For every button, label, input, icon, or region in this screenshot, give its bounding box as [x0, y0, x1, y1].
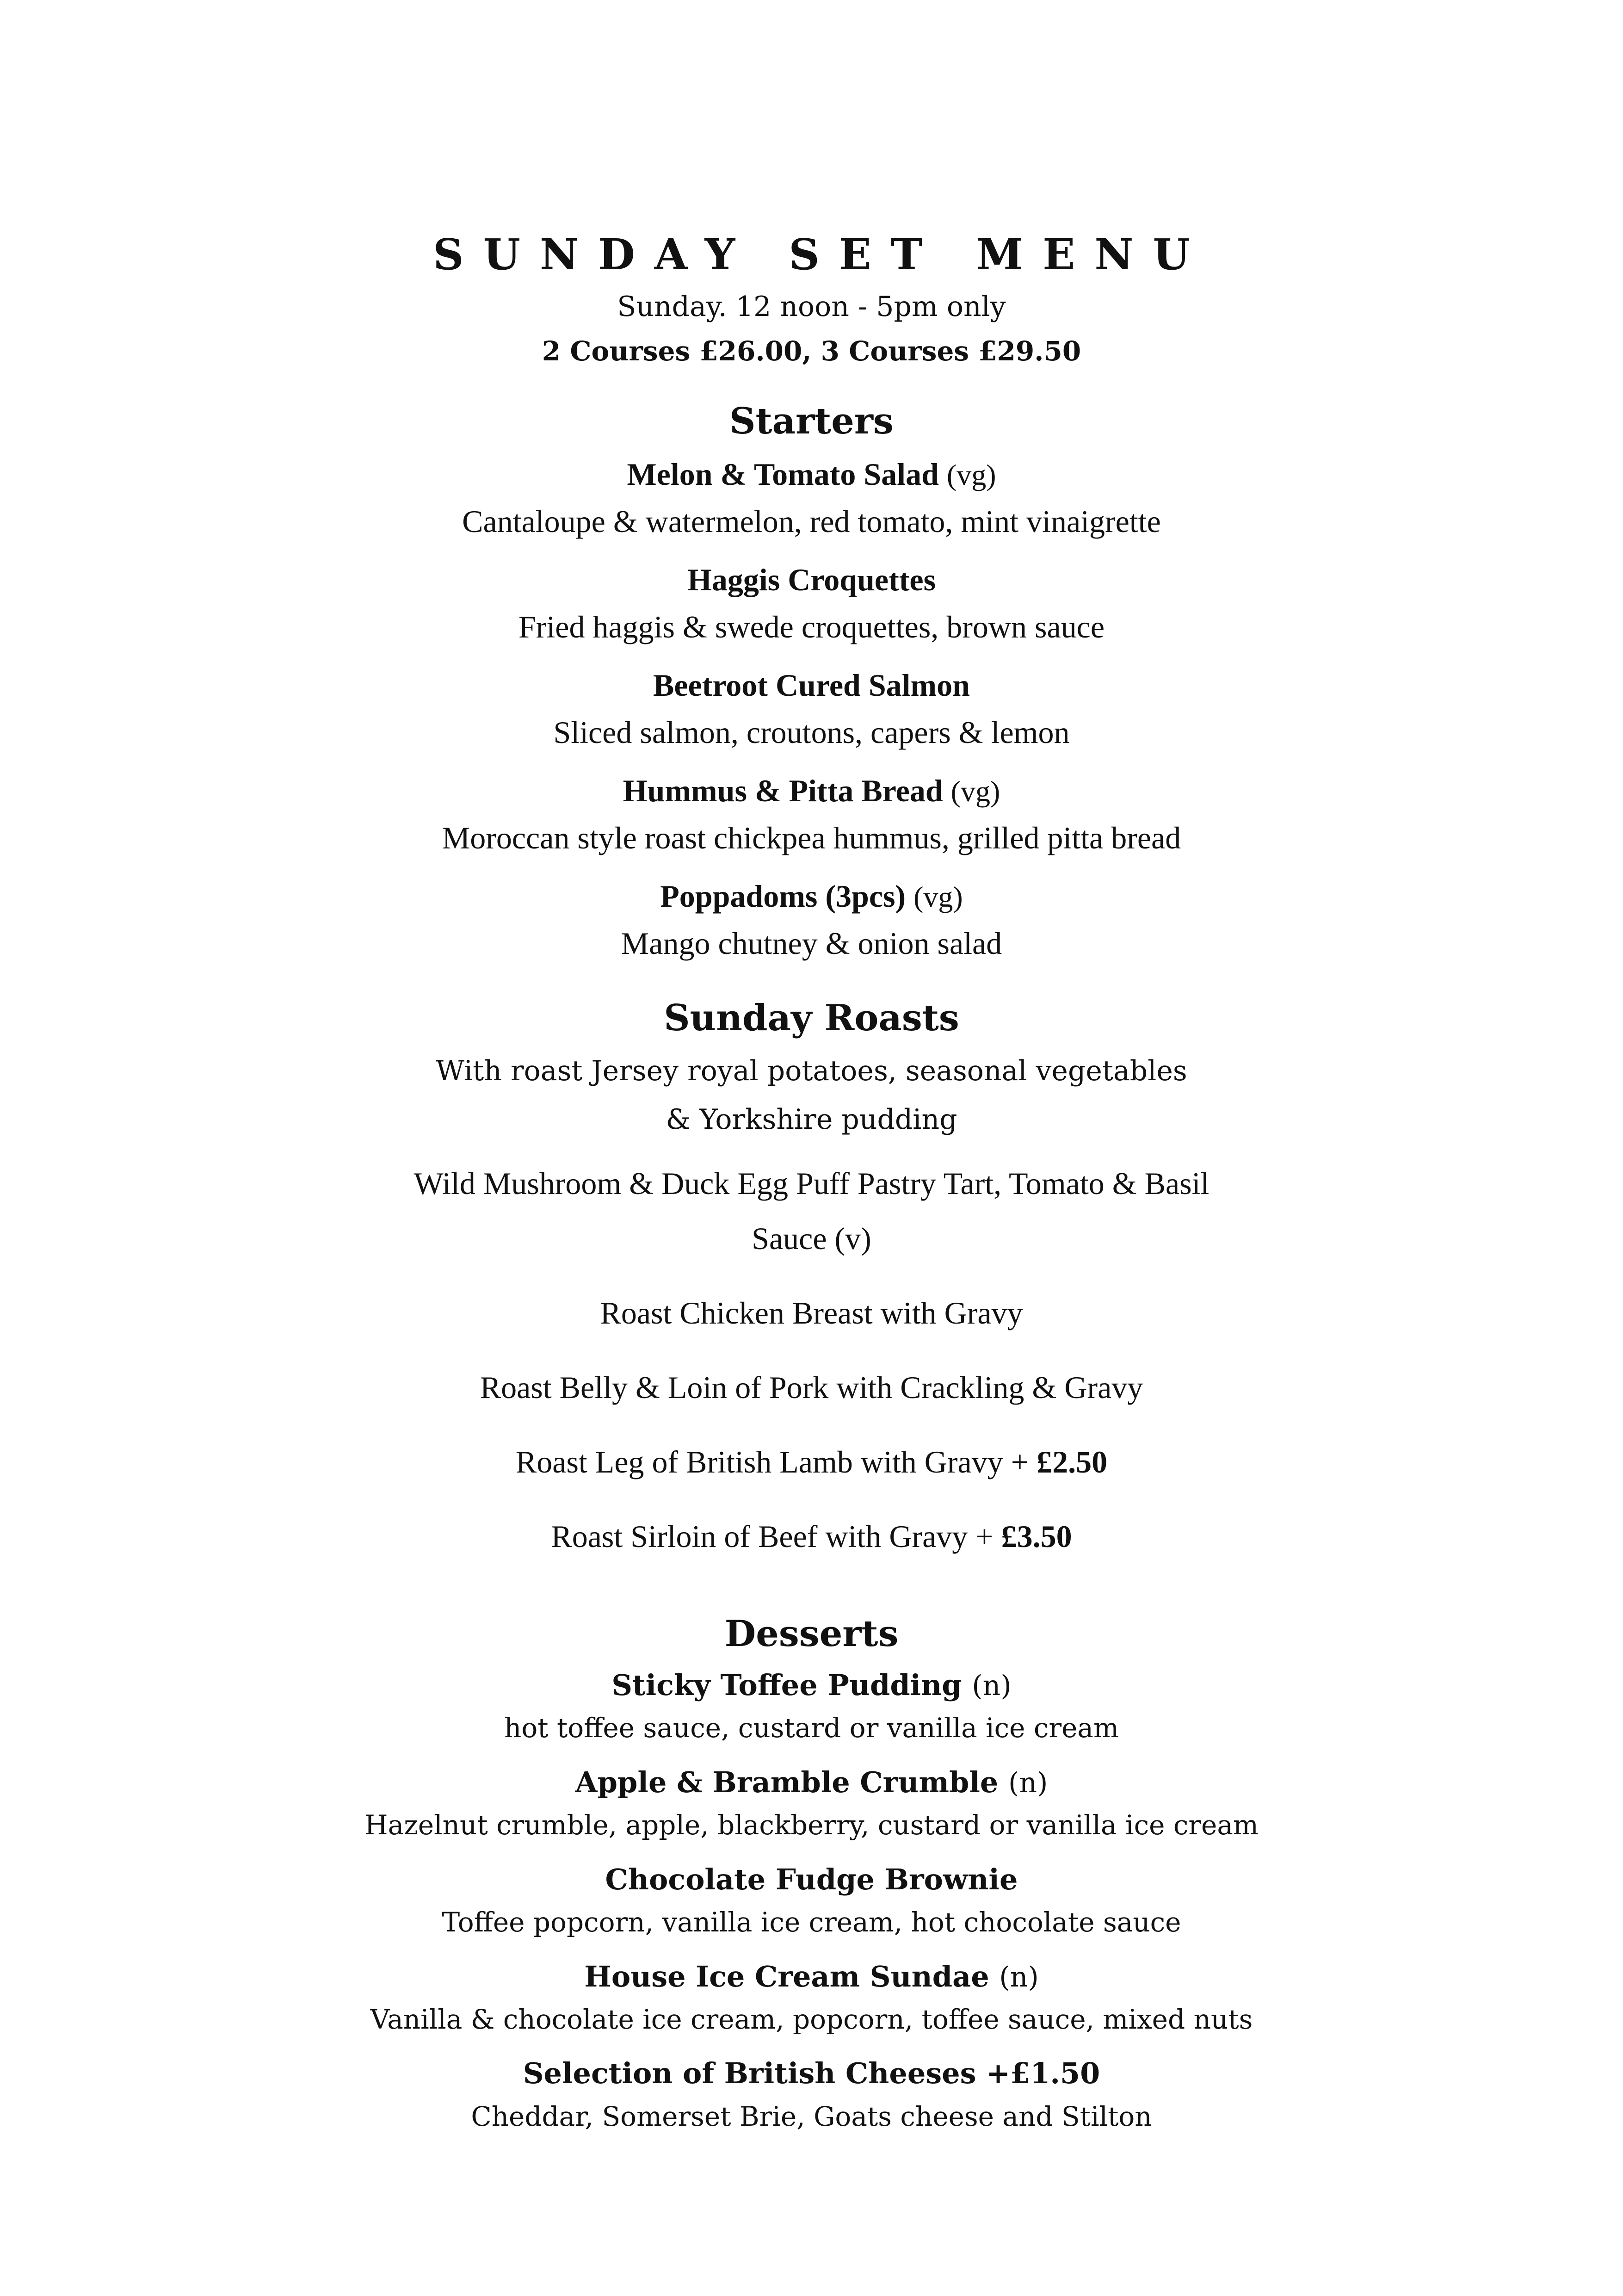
menu-title: SUNDAY SET MENU — [433, 229, 1210, 279]
starter-name: Melon & Tomato Salad (vg) — [627, 456, 996, 492]
roasts-intro-line: With roast Jersey royal potatoes, seasonal vegetables — [436, 1055, 1187, 1088]
dessert-name: Sticky Toffee Pudding (n) — [611, 1668, 1012, 1702]
roast-item: Wild Mushroom & Duck Egg Puff Pastry Tart, Tomato & Basil Sauce (v) — [413, 1166, 1210, 1256]
roast-item: Roast Belly & Loin of Pork with Crackling & Gravy — [480, 1370, 1143, 1405]
starter-name: Poppadoms (3pcs) (vg) — [660, 878, 963, 914]
starter-description: Moroccan style roast chickpea hummus, grilled pitta bread — [442, 820, 1181, 855]
desserts-heading: Desserts — [724, 1613, 899, 1655]
starter-description: Mango chutney & onion salad — [621, 925, 1002, 961]
dessert-name: Apple & Bramble Crumble (n) — [575, 1765, 1048, 1799]
menu-prices: 2 Courses £26.00, 3 Courses £29.50 — [542, 335, 1081, 367]
supplement-price: £3.50 — [1001, 1519, 1072, 1554]
diet-label: (vg) — [950, 774, 1000, 808]
starter-name: Hummus & Pitta Bread (vg) — [623, 773, 1000, 808]
diet-label: (n) — [999, 1961, 1039, 1993]
diet-label: (n) — [1008, 1766, 1048, 1799]
starter-name: Beetroot Cured Salmon — [653, 667, 970, 703]
supplement-price: £2.50 — [1037, 1444, 1108, 1480]
diet-label: (n) — [972, 1669, 1012, 1702]
starter-name: Haggis Croquettes — [687, 562, 936, 597]
roasts-heading: Sunday Roasts — [664, 996, 959, 1039]
desserts-list — [0, 1663, 1623, 2138]
dessert-description: Cheddar, Somerset Brie, Goats cheese and Stilton — [471, 2100, 1152, 2132]
starter-item — [0, 662, 1623, 756]
starter-description: Fried haggis & swede croquettes, brown sauce — [518, 609, 1105, 644]
starter-item — [0, 451, 1623, 545]
dessert-item — [0, 2051, 1623, 2137]
dessert-item — [0, 1955, 1623, 2041]
dessert-name: Selection of British Cheeses +£1.50 — [523, 2056, 1100, 2091]
roasts-intro-line: & Yorkshire pudding — [666, 1103, 957, 1136]
dessert-description: Hazelnut crumble, apple, blackberry, custard or vanilla ice cream — [364, 1809, 1259, 1841]
starter-description: Sliced salmon, croutons, capers & lemon — [553, 714, 1070, 750]
starter-item — [0, 767, 1623, 861]
starter-item — [0, 873, 1623, 967]
dessert-item — [0, 1663, 1623, 1749]
dessert-description: Toffee popcorn, vanilla ice cream, hot chocolate sauce — [442, 1906, 1181, 1938]
dessert-name: Chocolate Fudge Brownie — [605, 1862, 1018, 1896]
roasts-list — [0, 1156, 1623, 1564]
diet-label: (vg) — [913, 880, 963, 913]
diet-label: (vg) — [946, 458, 996, 491]
dessert-item — [0, 1760, 1623, 1846]
roasts-intro — [0, 1047, 1623, 1144]
dessert-name: House Ice Cream Sundae (n) — [584, 1959, 1039, 1993]
roast-item: Roast Leg of British Lamb with Gravy + £2.50 — [515, 1444, 1108, 1480]
starter-item — [0, 556, 1623, 650]
menu-hours: Sunday. 12 noon - 5pm only — [617, 291, 1006, 323]
roast-item: Roast Chicken Breast with Gravy — [600, 1295, 1023, 1331]
dessert-description: hot toffee sauce, custard or vanilla ice cream — [504, 1712, 1119, 1744]
menu-document — [0, 231, 1623, 2148]
starter-description: Cantaloupe & watermelon, red tomato, mint vinaigrette — [462, 503, 1161, 539]
dessert-description: Vanilla & chocolate ice cream, popcorn, toffee sauce, mixed nuts — [370, 2003, 1253, 2035]
starters-heading: Starters — [729, 400, 894, 443]
dessert-item — [0, 1857, 1623, 1943]
supplement-price: +£1.50 — [986, 2056, 1100, 2091]
roast-item: Roast Sirloin of Beef with Gravy + £3.50 — [551, 1519, 1072, 1554]
starters-list — [0, 451, 1623, 967]
